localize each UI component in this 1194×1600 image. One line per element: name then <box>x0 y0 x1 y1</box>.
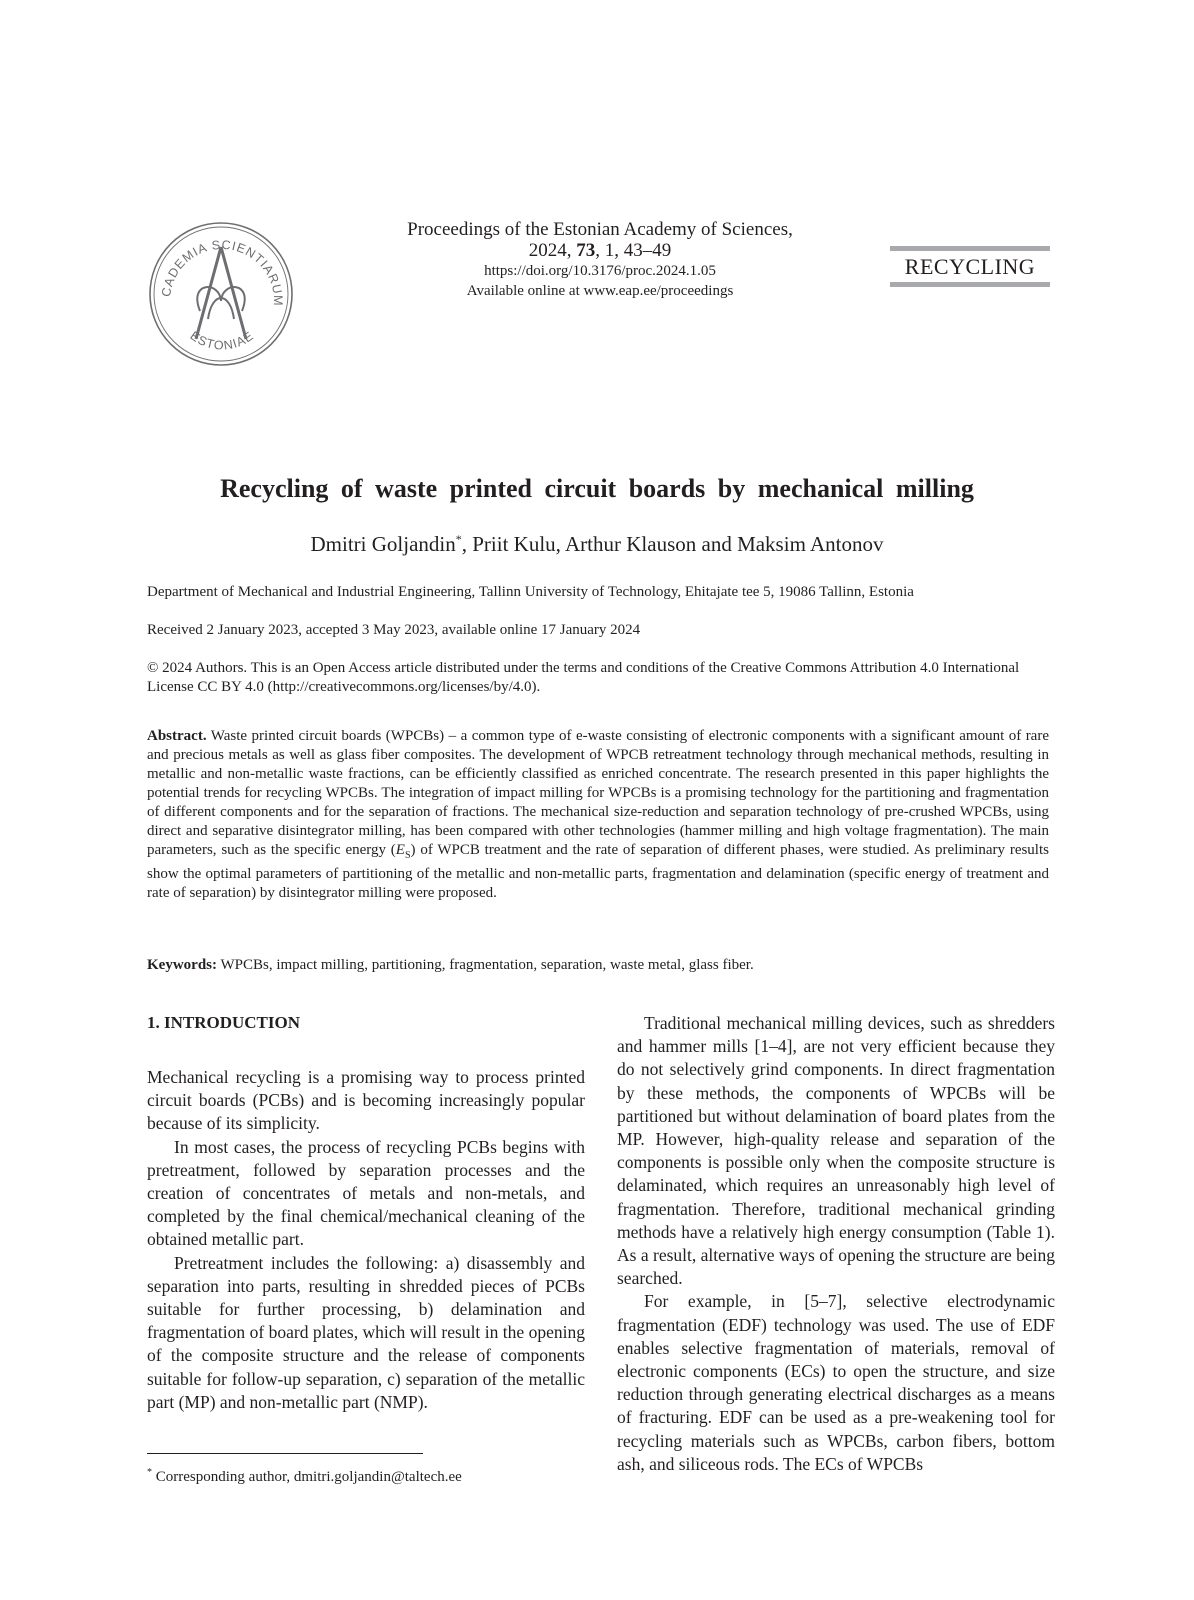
paper-title: Recycling of waste printed circuit boards by mechanical milling <box>220 474 974 503</box>
abstract: Abstract. Waste printed circuit boards (WPCBs) – a common type of e-waste consisting of electronic components with a significant amount of rare and precious metals as well as glass fiber composites. The development of WPCB retreatment technology through mechanical methods, resulting in metallic and non-metallic waste fractions, can be efficiently classified as enriched concentrate. The research presented in this paper highlights the potential trends for recycling WPCBs. The integration of impact milling for WPCBs is a promising technology for the partitioning and fragmentation of different components and for the separation of fractions. The mechanical size-reduction and separation technology of pre-crushed WPCBs, using direct and separative disintegrator milling, has been compared with other technologies (hammer milling and high voltage fragmentation). The main parameters, such as the specific energy $(E_S)$ of WPCB treatment and the rate of separation of different phases, were studied. As preliminary results show the optimal parameters of partitioning of the metallic and non-metallic parts, fragmentation and delamination (specific energy of treatment and rate of separation) by disintegrator milling were proposed. <box>147 728 1049 901</box>
paragraph: For example, in [5–7], selective electrodynamic fragmentation (EDF) technology was used. The use of EDF enables selective fragmentation of materials, removal of electronic components (ECs) to open the structure, and size reduction through generating electrical discharges as a means of fracturing. EDF can be used as a pre-weakening tool for recycling materials such as WPCBs, carbon fibers, bottom ash, and siliceous rods. The ECs of WPCBs <box>617 1291 1055 1474</box>
corresponding-mark: * <box>455 532 462 546</box>
keywords: Keywords: WPCBs, impact milling, partitioning, fragmentation, separation, waste metal, glass fiber. <box>147 957 754 973</box>
journal-volume: 73 <box>576 240 596 261</box>
paragraph: Pretreatment includes the following: a) disassembly and separation into parts, resulting in shredded pieces of PCBs suitable for further processing, b) delamination and fragmentation of board plates, which will result in the opening of the composite structure and the release of components suitable for follow-up separation, c) separation of the metallic part (MP) and non-metallic part (NMP). <box>147 1252 585 1412</box>
author-list <box>0 532 1194 557</box>
online-availability: Available online at www.eap.ee/proceedings <box>466 283 734 299</box>
paragraph: Traditional mechanical milling devices, such as shredders and hammer mills [1–4], are not very efficient because they do not selectively grind components. In direct fragmentation by these methods, the components of WPCBs will be partitioned but without delamination of board plates from the MP. However, high-quality release and separation of the components is possible only when the composite structure is delaminated, which requires an unreasonably high level of fragmentation. Therefore, traditional mechanical grinding methods have a relatively high energy consumption (Table 1). As a result, alternative ways of opening the structure are being searched. <box>617 1013 1055 1289</box>
paragraph: In most cases, the process of recycling PCBs begins with pretreatment, followed by separation processes and the creation of concentrates of metals and non-metals, and completed by the final chemical/mechanical cleaning of the obtained metallic part. <box>147 1136 585 1250</box>
abstract-label: Abstract. <box>147 728 207 744</box>
section-heading: 1. INTRODUCTION <box>147 1013 301 1032</box>
section-tag: RECYCLING <box>890 246 1050 287</box>
footnote-rule <box>147 1453 423 1454</box>
academy-seal-logo <box>148 221 294 367</box>
paragraph: Mechanical recycling is a promising way to process printed circuit boards (PCBs) and is becoming increasingly popular because of its simplicity. <box>147 1067 585 1134</box>
license-notice: © 2024 Authors. This is an Open Access article distributed under the terms and conditions of the Creative Commons Attribution 4.0 International License CC BY 4.0 (http://creativecommons.org/licenses/by/4.0). <box>147 660 1020 695</box>
keywords-label: Keywords: <box>147 957 217 973</box>
right-column <box>617 1012 1055 1476</box>
energy-symbol: E <box>395 842 405 858</box>
journal-name: Proceedings of the Estonian Academy of Sciences, <box>407 219 793 240</box>
footnote: * Corresponding author, dmitri.goljandin@taltech.ee <box>147 1467 462 1485</box>
publication-dates: Received 2 January 2023, accepted 3 May 2023, available online 17 January 2024 <box>147 622 641 638</box>
doi-link[interactable]: https://doi.org/10.3176/proc.2024.1.05 <box>484 263 716 279</box>
journal-issue: 2024, 73, 1, 43–49 <box>528 240 672 261</box>
author-rest: , Priit Kulu, Arthur Klauson and Maksim Antonov <box>461 532 884 556</box>
svg-text:ACADEMIA SCIENTIARUM: CADEMIA SCIENTIARUM <box>159 237 286 307</box>
journal-header <box>320 219 880 301</box>
svg-text:ESTONIAE: ESTONIAE <box>187 328 257 353</box>
left-column <box>147 1066 585 1414</box>
academy-seal-icon <box>148 221 294 367</box>
author-first: Dmitri Goljandin <box>310 532 456 556</box>
affiliation: Department of Mechanical and Industrial Engineering, Tallinn University of Technology, Ehitajate tee 5, 19086 Tallinn, Estonia <box>147 584 914 600</box>
